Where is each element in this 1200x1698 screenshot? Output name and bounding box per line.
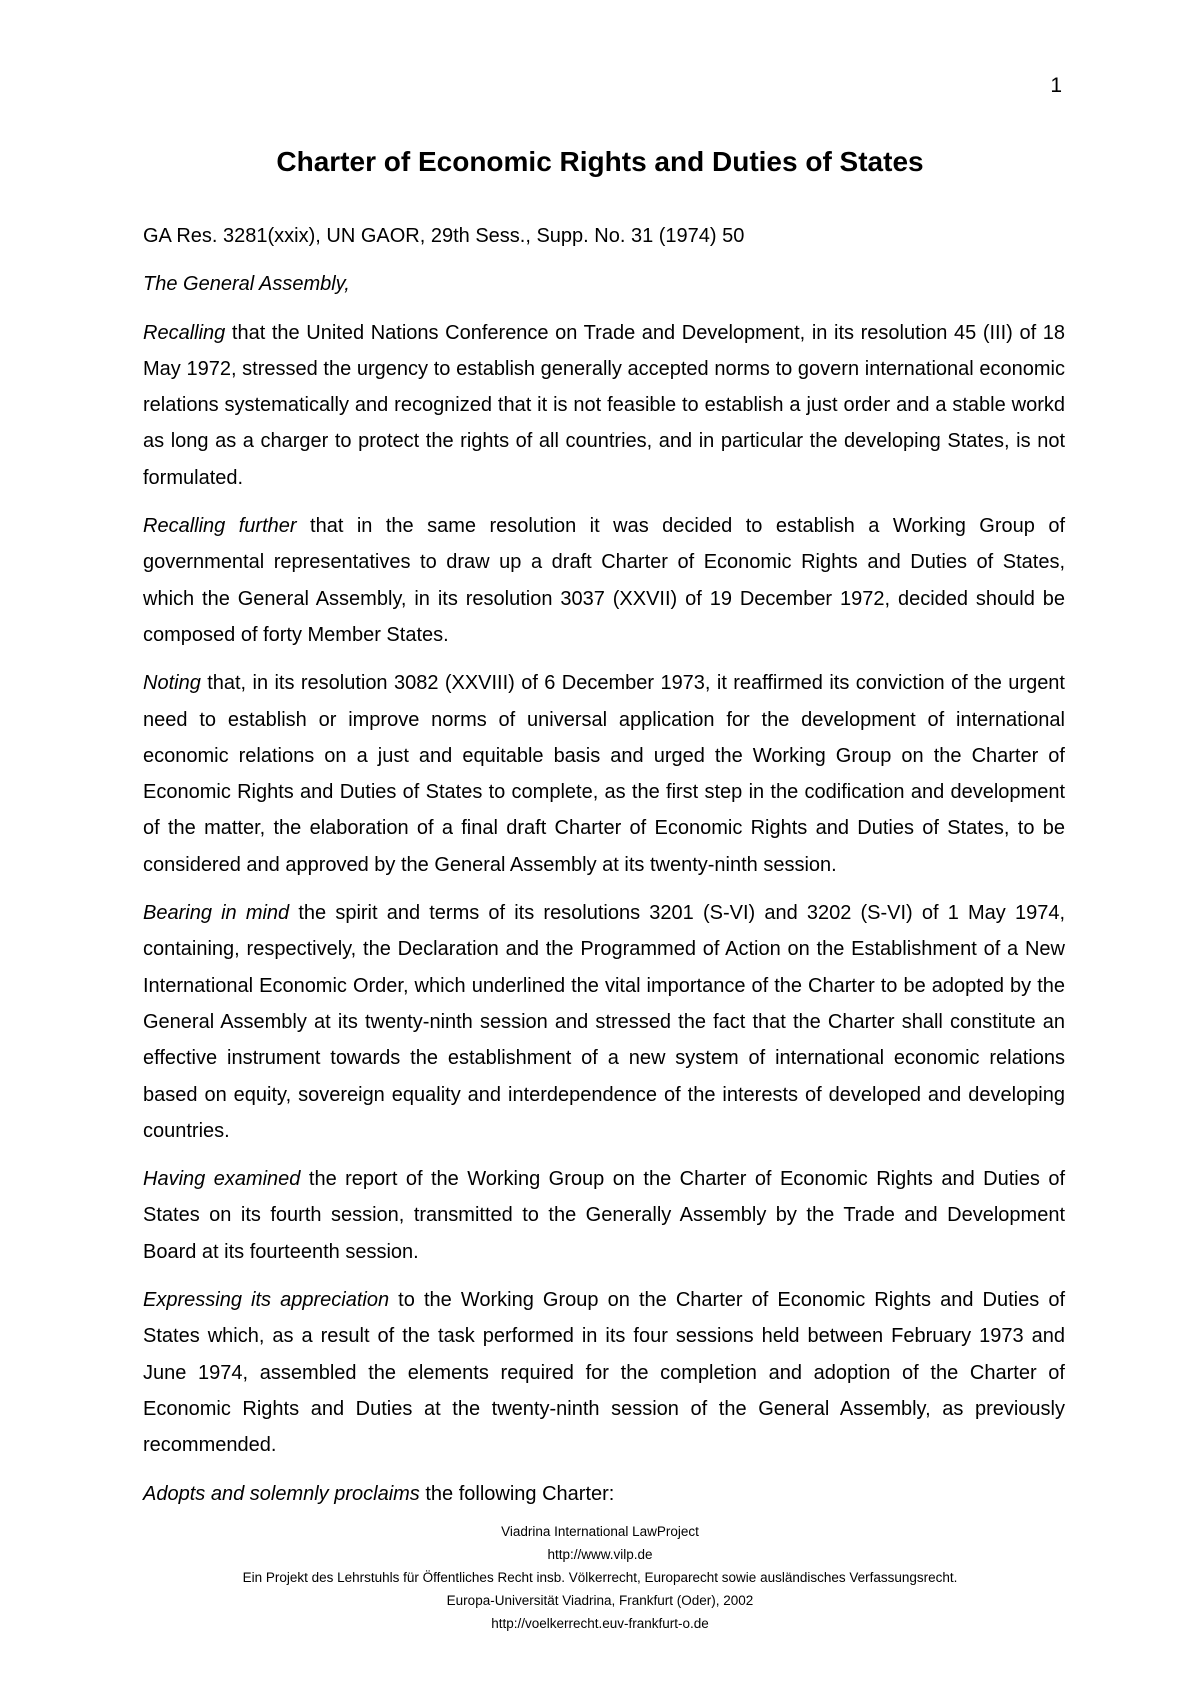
paragraph-lead: Noting [143,672,201,695]
paragraph-expressing-appreciation [143,1282,1065,1463]
citation: GA Res. 3281(xxix), UN GAOR, 29th Sess., Supp. No. 31 (1974) 50 [143,225,745,247]
paragraph-lead: Recalling [143,321,226,344]
paragraph-text: that, in its resolution 3082 (XXVIII) of 6 December 1973, it reaffirmed its conviction of the urgent need to establish or improve norms of universal application for the development of international economic relations on a just and equitable basis and urged the Working Group on the Charter of Economic Rights and Duties of States to complete, as the first step in the codification and development of the matter, the elaboration of a final draft Charter of Economic Rights and Duties of States, to be considered and approved by the General Assembly at its twenty-ninth session. [143,672,1065,876]
footer-university-url: http://voelkerrecht.euv-frankfurt-o.de [491,1616,709,1631]
paragraph-bearing-in-mind [143,895,1065,1149]
footer-chair-description: Ein Projekt des Lehrstuhls für Öffentliches Recht insb. Völkerrecht, Europarecht sowie ausländisches Verfassungsrecht. [242,1570,958,1585]
paragraph-lead: Bearing in mind [143,902,290,925]
paragraph-text: the report of the Working Group on the Charter of Economic Rights and Duties of States on its fourth session, transmitted to the Generally Assembly by the Trade and Development Board at its fourteenth session. [143,1168,1065,1263]
paragraph-lead: Recalling further [143,515,297,538]
paragraph-text: that in the same resolution it was decided to establish a Working Group of governmental representatives to draw up a draft Charter of Economic Rights and Duties of States, which the General Assembly, in its resolution 3037 (XXVII) of 19 December 1972, decided should be composed of forty Member States. [143,515,1066,646]
paragraph-recalling-further [143,508,1065,653]
paragraph-noting [143,665,1065,883]
paragraph-text: that the United Nations Conference on Trade and Development, in its resolution 45 (III) of 18 May 1972, stressed the urgency to establish generally accepted norms to govern international economic relations systematically and recognized that it is not feasible to establish a just order and a stable workd as long as a charger to protect the rights of all countries, and in particular the developing States, is not formulated. [143,321,1065,489]
paragraph-recalling [143,315,1065,496]
paragraph-text: the spirit and terms of its resolutions 3201 (S-VI) and 3202 (S-VI) of 1 May 1974, containing, respectively, the Declaration and the Programmed of Action on the Establishment of a New International Economic Order, which underlined the vital importance of the Charter to be adopted by the General Assembly at its twenty-ninth session and stressed the fact that the Charter shall constitute an effective instrument towards the establishment of a new system of international economic relations based on equity, sovereign equality and interdependence of the interests of developed and developing countries. [143,902,1066,1142]
paragraph-having-examined [143,1161,1065,1270]
paragraph-lead: Adopts and solemnly proclaims [143,1482,420,1505]
paragraph-text: to the Working Group on the Charter of Economic Rights and Duties of States which, as a result of the task performed in its four sessions held between February 1973 and June 1974, assembled the elements required for the completion and adoption of the Charter of Economic Rights and Duties at the twenty-ninth session of the General Assembly, as previously recommended. [143,1289,1066,1457]
document-title: Charter of Economic Rights and Duties of States [276,146,924,177]
assembly-heading: The General Assembly, [143,273,350,296]
footer-university: Europa-Universität Viadrina, Frankfurt (Oder), 2002 [446,1593,754,1608]
document-body [143,218,1065,1524]
page-number: 1 [1050,74,1062,97]
footer-project-url: http://www.vilp.de [547,1547,653,1562]
paragraph-lead: Having examined [143,1168,301,1191]
paragraph-lead: Expressing its appreciation [143,1289,390,1312]
paragraph-text: the following Charter: [419,1482,615,1505]
paragraph-adopts [143,1476,1065,1512]
footer-project-name: Viadrina International LawProject [501,1524,699,1539]
page-footer [0,1520,1200,1635]
